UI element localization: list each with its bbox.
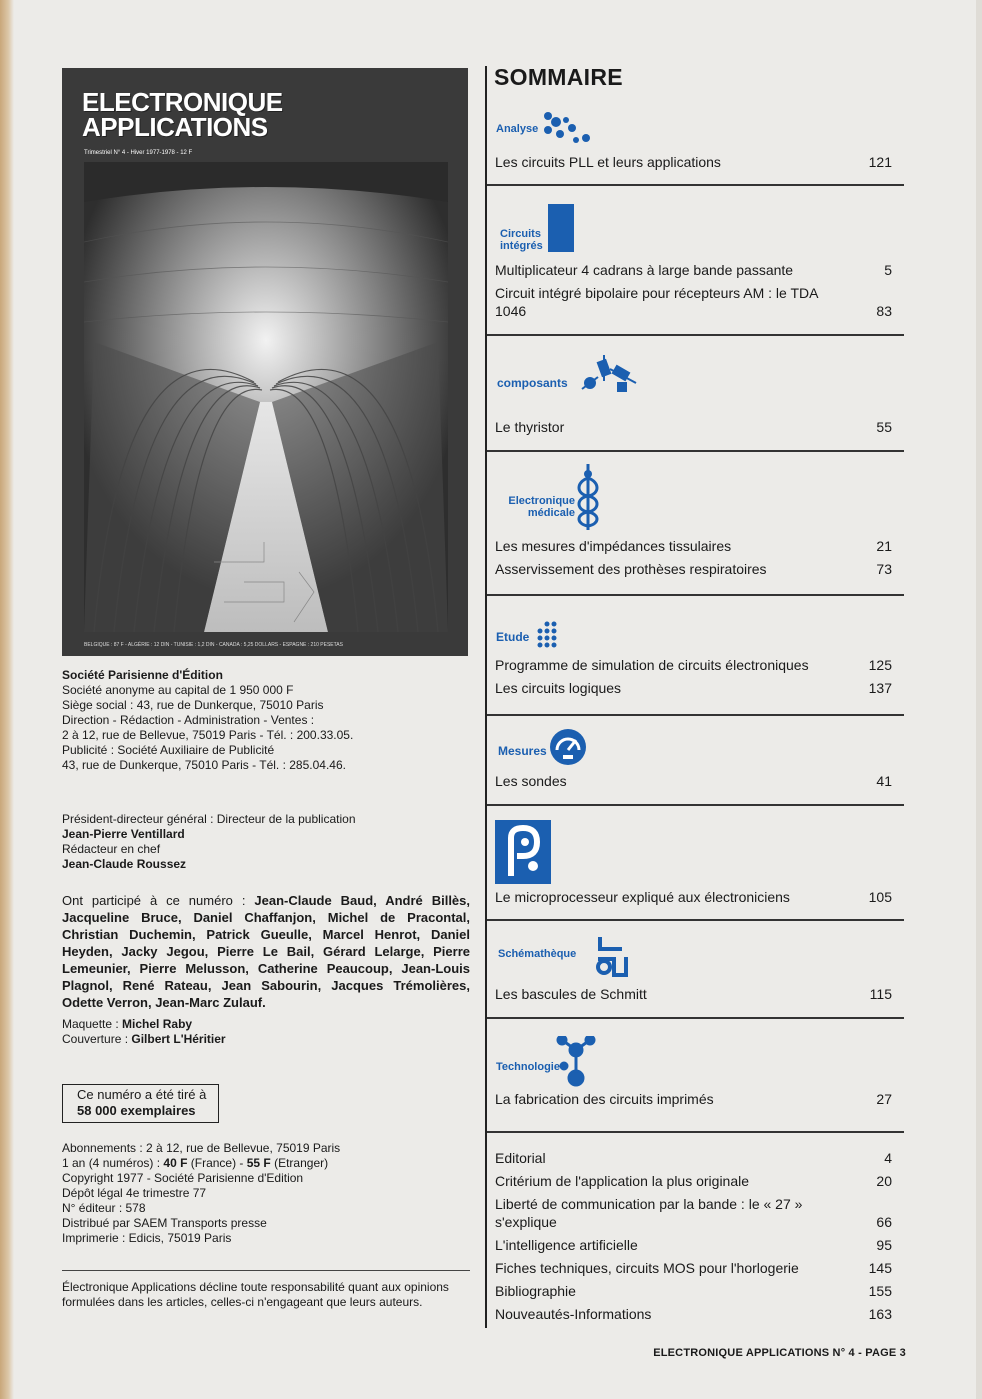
sommaire-title: SOMMAIRE — [494, 64, 623, 90]
toc-entry[interactable] — [495, 656, 894, 674]
section-label-circuits-integres — [500, 228, 543, 252]
publisher-line: Direction - Rédaction - Administration - Ventes : — [62, 713, 315, 727]
print-run-line1: Ce numéro a été tiré à — [77, 1087, 207, 1102]
circuit-symbol-icon — [594, 935, 630, 979]
maquette-label: Maquette : — [62, 1017, 123, 1031]
publisher-line: 43, rue de Dunkerque, 75010 Paris - Tél. : 285.04.46. — [62, 758, 346, 772]
caduceus-icon — [574, 464, 602, 530]
toc-entry-page: 125 — [868, 657, 892, 673]
cover-title-line1: ELECTRONIQUE — [82, 87, 283, 117]
toc-entry-page: 155 — [868, 1283, 892, 1299]
toc-entry[interactable] — [495, 1282, 894, 1300]
section-label-line1: Electronique — [508, 495, 575, 507]
publisher-info — [62, 668, 470, 773]
toc-entry[interactable] — [495, 560, 894, 578]
section-label-schematheque: Schémathèque — [498, 948, 577, 960]
toc-entry-title: Le thyristor — [495, 419, 565, 435]
page-edge-right — [976, 0, 982, 1399]
toc-entry-page: 4 — [884, 1150, 892, 1166]
subscription-address: Abonnements : 2 à 12, rue de Bellevue, 75019 Paris — [62, 1141, 341, 1155]
copyright: Copyright 1977 - Société Parisienne d'Edition — [62, 1171, 304, 1185]
cover-prices: BELGIQUE : 87 F - ALGÉRIE : 12 DIN - TUNISIE : 1,2 DIN - CANADA : 5,25 DOLLARS - ESPAGNE : 210 PESETAS — [84, 642, 343, 648]
section-divider — [487, 184, 904, 186]
molecule-icon — [556, 1036, 596, 1088]
print-run-box — [62, 1084, 219, 1123]
price-france: 40 F — [163, 1156, 188, 1170]
toc-entry-title: Bibliographie — [495, 1283, 576, 1299]
toc-entry-page: 105 — [868, 889, 892, 905]
section-label-line2: intégrés — [500, 240, 543, 252]
section-label-composants: composants — [497, 376, 568, 390]
toc-entry-title: Les circuits PLL et leurs applications — [495, 154, 721, 170]
cover-title — [82, 87, 283, 142]
divider — [62, 1270, 470, 1271]
distributor: Distribué par SAEM Transports presse — [62, 1216, 267, 1230]
toc-entry[interactable] — [495, 284, 894, 320]
section-divider — [487, 714, 904, 716]
toc-entry-title: Editorial — [495, 1150, 546, 1166]
toc-entry[interactable] — [495, 772, 894, 790]
toc-entry[interactable] — [495, 153, 894, 171]
toc-entry-page: 21 — [876, 538, 892, 554]
toc-entry-title: Nouveautés-Informations — [495, 1306, 652, 1322]
section-label-etude: Etude — [496, 630, 530, 644]
toc-entry-page: 121 — [868, 154, 892, 170]
subscription-info — [62, 1141, 470, 1246]
chip-icon — [546, 204, 576, 254]
section-divider — [487, 594, 904, 596]
toc-entry-title: Les bascules de Schmitt — [495, 986, 647, 1002]
toc-entry[interactable] — [495, 418, 894, 436]
subscription-price — [62, 1156, 470, 1171]
publisher-line: Société Parisienne d'Édition — [62, 668, 223, 682]
toc-entry-page: 73 — [876, 561, 892, 577]
column-divider — [485, 66, 487, 1328]
toc-entry-title: L'intelligence artificielle — [495, 1237, 638, 1253]
staff-line: Jean-Claude Roussez — [62, 857, 187, 871]
disclaimer: Électronique Applications décline toute responsabilité quant aux opinions formulées dans les articles, celles-ci n'engageant que leurs auteurs. — [62, 1280, 449, 1309]
toc-entry-title: Les circuits logiques — [495, 680, 622, 696]
section-label-technologie: Technologie — [496, 1061, 560, 1073]
couverture-line — [62, 1032, 470, 1047]
toc-entry-title: Fiches techniques, circuits MOS pour l'horlogerie — [495, 1260, 799, 1276]
toc-entry-page: 115 — [869, 986, 892, 1002]
maquette-name: Michel Raby — [122, 1017, 193, 1031]
publisher-line: 2 à 12, rue de Bellevue, 75019 Paris - Tél. : 200.33.05. — [62, 728, 354, 742]
toc-entry-title: Les sondes — [495, 773, 567, 789]
toc-entry-page: 145 — [868, 1260, 892, 1276]
contributors-intro: Ont participé à ce numéro : — [62, 893, 255, 908]
microprocessor-logo-icon — [495, 820, 551, 884]
page-footer: ELECTRONIQUE APPLICATIONS N° 4 - PAGE 3 — [653, 1347, 906, 1359]
couverture-name: Gilbert L'Héritier — [131, 1032, 226, 1046]
toc-entry-page: 66 — [876, 1214, 892, 1230]
magazine-cover — [62, 68, 468, 656]
toc-entry-title: Circuit intégré bipolaire pour récepteurs AM : le TDA 1046 — [495, 285, 818, 319]
toc-entry[interactable] — [495, 261, 894, 279]
toc-entry[interactable] — [495, 985, 894, 1003]
toc-entry[interactable] — [495, 537, 894, 555]
staff-line: Jean-Pierre Ventillard — [62, 827, 185, 841]
publisher-line: Publicité : Société Auxiliaire de Publicité — [62, 743, 275, 757]
editor-number: N° éditeur : 578 — [62, 1201, 146, 1215]
toc-entry[interactable] — [495, 1149, 894, 1167]
section-label-line1: Circuits — [500, 228, 541, 240]
toc-entry[interactable] — [495, 1259, 894, 1277]
france-label: (France) - — [187, 1156, 247, 1170]
staff-line: Président-directeur général : Directeur de la publication — [62, 812, 356, 826]
cover-tunnel-image — [84, 162, 448, 632]
dot-grid-icon — [535, 620, 561, 650]
cover-subtitle: Trimestriel N° 4 - Hiver 1977-1978 - 12 F — [84, 150, 193, 156]
toc-entry[interactable] — [495, 1236, 894, 1254]
print-run-count: 58 000 exemplaires — [77, 1103, 196, 1118]
section-label-line2: médicale — [527, 507, 575, 519]
toc-entry-page: 41 — [876, 773, 892, 789]
toc-entry-page: 27 — [876, 1091, 892, 1107]
toc-entry-page: 163 — [868, 1306, 892, 1322]
toc-entry[interactable] — [495, 1305, 894, 1323]
page-edge — [0, 0, 14, 1399]
publisher-line: Siège social : 43, rue de Dunkerque, 75010 Paris — [62, 698, 324, 712]
dots-icon — [538, 108, 598, 148]
staff-info — [62, 812, 470, 872]
publisher-line: Société anonyme au capital de 1 950 000 F — [62, 683, 294, 697]
toc-entry-page: 83 — [876, 303, 892, 319]
cover-title-line2: APPLICATIONS — [82, 112, 268, 142]
toc-entry[interactable] — [495, 1195, 894, 1231]
toc-entry[interactable] — [495, 679, 894, 697]
maquette-line — [62, 1017, 470, 1032]
contributors-text — [62, 892, 470, 1011]
gauge-icon — [549, 728, 587, 766]
section-divider — [487, 1131, 904, 1133]
toc-entry[interactable] — [495, 1090, 894, 1108]
toc-entry-page: 95 — [876, 1237, 892, 1253]
toc-entry-title: Multiplicateur 4 cadrans à large bande passante — [495, 262, 794, 278]
section-label-analyse: Analyse — [496, 123, 539, 135]
section-label-electronique-medicale — [497, 495, 575, 519]
toc-entry-title: Programme de simulation de circuits électroniques — [495, 657, 809, 673]
section-divider — [487, 450, 904, 452]
contributors-names: Jean-Claude Baud, André Billès, Jacqueline Bruce, Daniel Chaffanjon, Michel de Pracontal, Christian Duchemin, Patrick Gueulle, Marcel Henrot, Daniel Heyden, Jacky Jegou, Pierre Le Bail, Gérard Lelarge, Pierre Lemeunier, Pierre Melusson, Catherine Peaucoup, Jean-Louis Plagnol, René Rateau, Jean Sabourin, Jacques Trémolières, Odette Verron, Jean-Marc Zulauf. — [62, 893, 470, 1010]
toc-entry-title: La fabrication des circuits imprimés — [495, 1091, 714, 1107]
section-divider — [487, 334, 904, 336]
toc-entry-title: Les mesures d'impédances tissulaires — [495, 538, 732, 554]
toc-entry-title: Critérium de l'application la plus originale — [495, 1173, 750, 1189]
toc-entry-title: Le microprocesseur expliqué aux électroniciens — [495, 889, 790, 905]
section-label-mesures: Mesures — [498, 744, 547, 758]
couverture-label: Couverture : — [62, 1032, 132, 1046]
toc-entry-page: 55 — [876, 419, 892, 435]
toc-entry[interactable] — [495, 888, 894, 906]
etranger-label: (Etranger) — [270, 1156, 329, 1170]
toc-entry-page: 137 — [868, 680, 892, 696]
contributors-block — [62, 892, 470, 1047]
toc-entry[interactable] — [495, 1172, 894, 1190]
components-icon — [580, 355, 640, 400]
toc-entry-title: Liberté de communication par la bande : le « 27 » s'explique — [495, 1196, 803, 1230]
toc-entry-page: 20 — [876, 1173, 892, 1189]
toc-entry-page: 5 — [884, 262, 892, 278]
staff-line: Rédacteur en chef — [62, 842, 161, 856]
printer: Imprimerie : Edicis, 75019 Paris — [62, 1231, 232, 1245]
section-divider — [487, 804, 904, 806]
legal-deposit: Dépôt légal 4e trimestre 77 — [62, 1186, 207, 1200]
section-divider — [487, 919, 904, 921]
price-etranger: 55 F — [246, 1156, 271, 1170]
toc-entry-title: Asservissement des prothèses respiratoires — [495, 561, 767, 577]
subscription-period: 1 an (4 numéros) : — [62, 1156, 164, 1170]
section-divider — [487, 1017, 904, 1019]
